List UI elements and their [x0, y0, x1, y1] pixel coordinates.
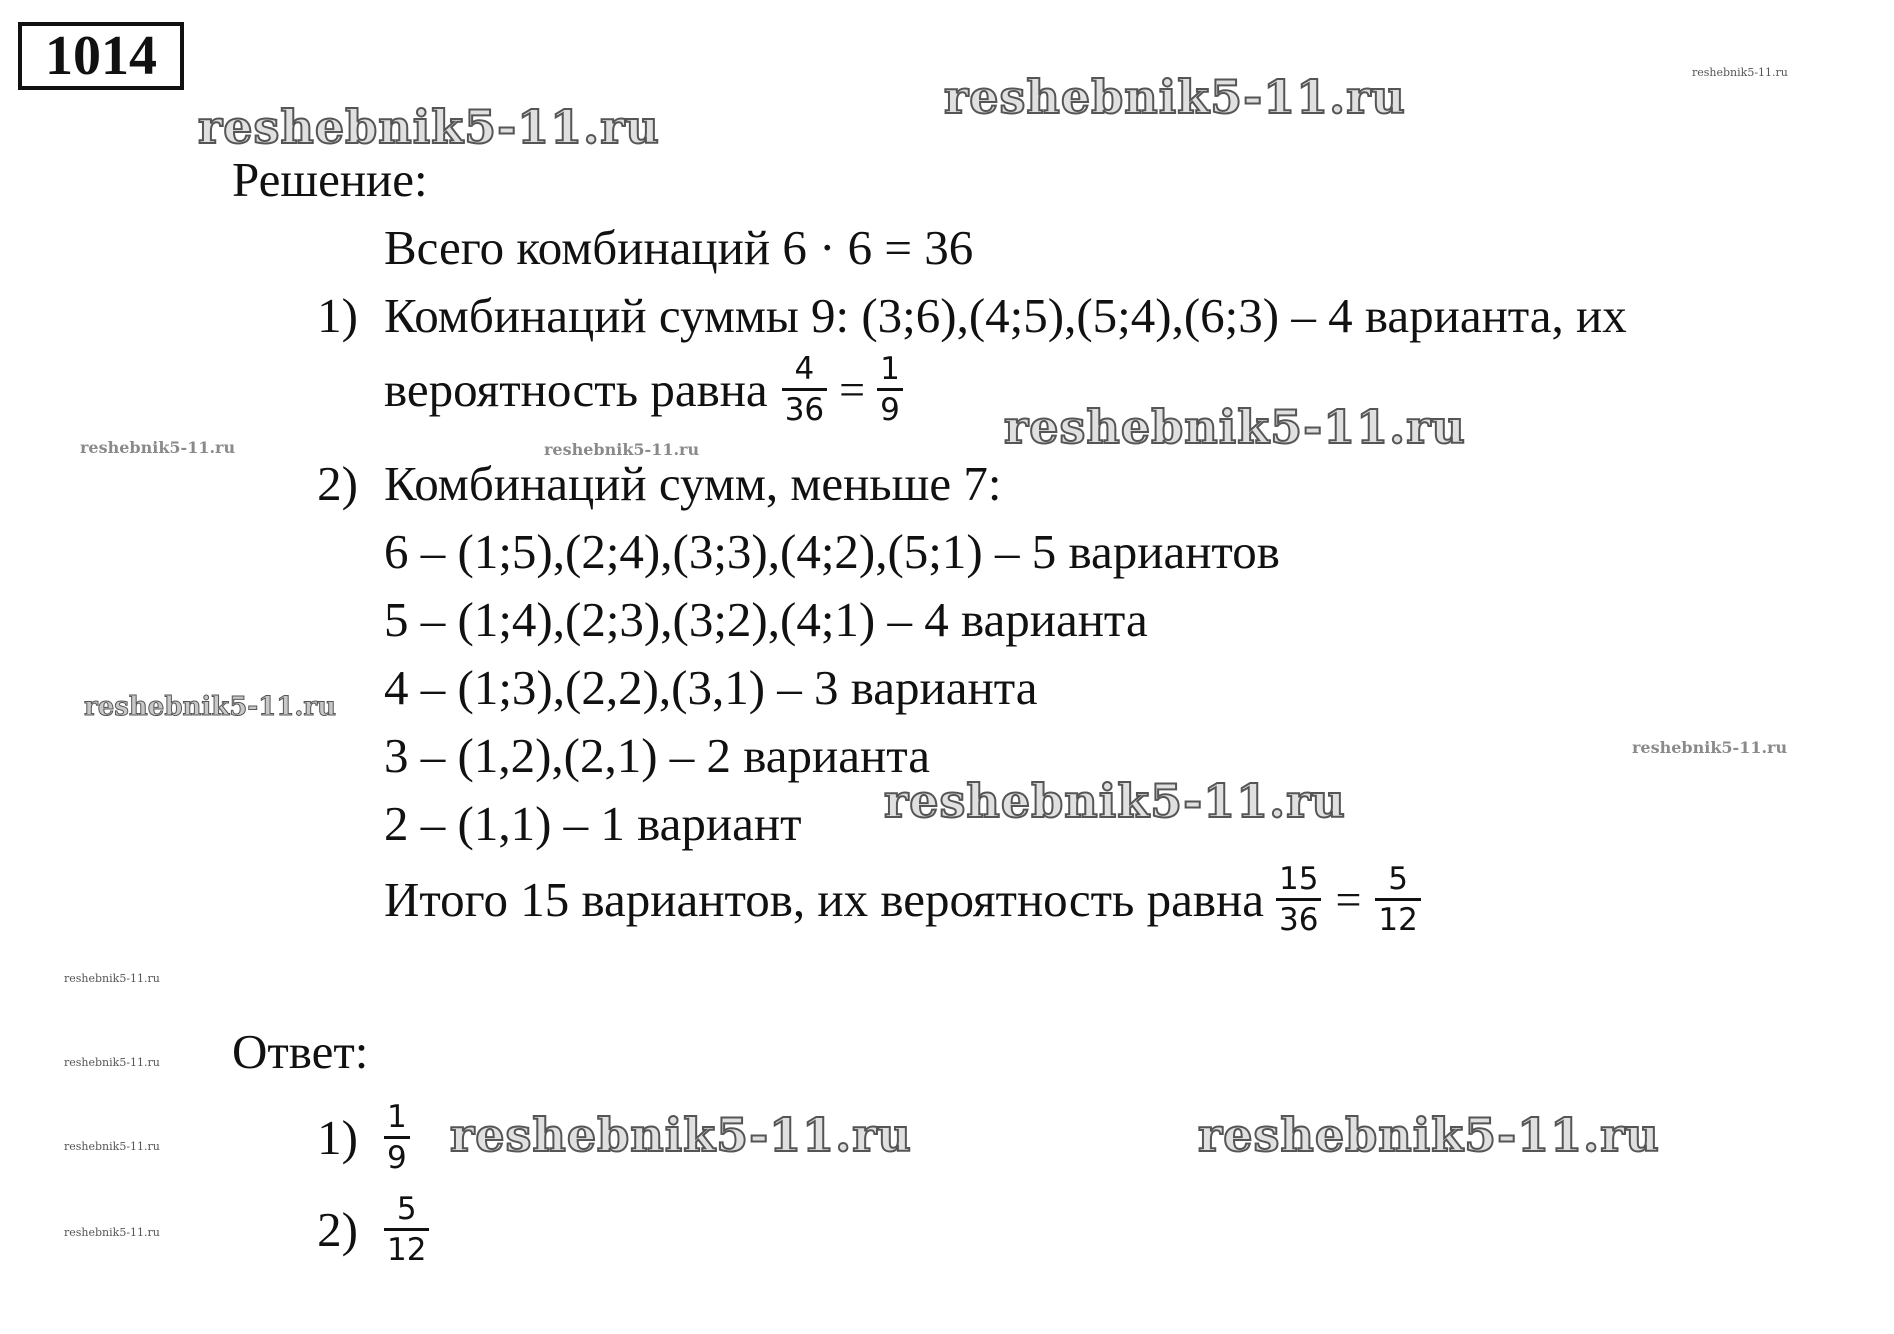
watermark: reshebnik5-11.ru	[944, 70, 1406, 124]
solution-heading: Решение:	[232, 152, 428, 207]
part2-index: 2)	[317, 456, 358, 511]
watermark: reshebnik5-11.ru	[450, 1108, 912, 1162]
equals-sign: =	[839, 363, 866, 415]
part1-probability-line	[384, 352, 907, 427]
fraction-denominator: 9	[877, 388, 903, 427]
watermark: reshebnik5-11.ru	[1632, 738, 1788, 757]
fraction-denominator: 9	[384, 1136, 410, 1175]
problem-number: 1014	[18, 22, 184, 90]
part1-line1: Комбинаций суммы 9: (3;6),(4;5),(5;4),(6;3) – 4 варианта, их	[384, 288, 1627, 343]
part2-row-sum6: 6 – (1;5),(2;4),(3;3),(4;2),(5;1) – 5 вариантов	[384, 524, 1280, 579]
part2-total-line	[384, 862, 1425, 937]
watermark: reshebnik5-11.ru	[64, 1140, 160, 1153]
part2-fraction-b	[1375, 862, 1420, 937]
watermark: reshebnik5-11.ru	[1198, 1108, 1660, 1162]
fraction-numerator: 5	[396, 1191, 417, 1227]
fraction-numerator: 15	[1279, 861, 1319, 897]
equals-sign: =	[1335, 873, 1362, 925]
part2-total-text: Итого 15 вариантов, их вероятность равна	[384, 871, 1265, 927]
answer-index: 1)	[317, 1109, 358, 1165]
part2-line1: Комбинаций сумм, меньше 7:	[384, 456, 1002, 511]
watermark: reshebnik5-11.ru	[64, 1226, 160, 1239]
part2-row-sum2: 2 – (1,1) – 1 вариант	[384, 796, 802, 851]
watermark: reshebnik5-11.ru	[1692, 66, 1788, 79]
answer-fraction	[384, 1192, 429, 1267]
watermark: reshebnik5-11.ru	[84, 692, 337, 722]
fraction-numerator: 5	[1388, 861, 1409, 897]
fraction-numerator: 4	[794, 351, 815, 387]
part1-probability-text: вероятность равна	[384, 361, 768, 417]
fraction-denominator: 36	[782, 388, 827, 427]
fraction-denominator: 12	[384, 1228, 429, 1267]
part2-fraction-a	[1276, 862, 1321, 937]
watermark: reshebnik5-11.ru	[64, 1056, 160, 1069]
part1-fraction-a	[782, 352, 827, 427]
watermark: reshebnik5-11.ru	[80, 438, 236, 457]
answer-fraction	[384, 1100, 410, 1175]
part1-index: 1)	[317, 288, 358, 343]
watermark: reshebnik5-11.ru	[544, 440, 700, 459]
fraction-denominator: 12	[1375, 898, 1420, 937]
total-combinations-line: Всего комбинаций 6 · 6 = 36	[384, 220, 974, 275]
answer-item-1	[298, 1100, 414, 1175]
part1-fraction-b	[877, 352, 903, 427]
part2-row-sum4: 4 – (1;3),(2,2),(3,1) – 3 варианта	[384, 660, 1038, 715]
watermark: reshebnik5-11.ru	[64, 972, 160, 985]
answer-heading: Ответ:	[232, 1024, 369, 1079]
watermark: reshebnik5-11.ru	[1004, 400, 1466, 454]
answer-item-2	[298, 1192, 433, 1267]
part2-row-sum5: 5 – (1;4),(2;3),(3;2),(4;1) – 4 варианта	[384, 592, 1148, 647]
fraction-numerator: 1	[880, 351, 900, 387]
watermark: reshebnik5-11.ru	[198, 100, 660, 154]
watermark: reshebnik5-11.ru	[884, 774, 1346, 828]
fraction-numerator: 1	[387, 1099, 407, 1135]
part2-row-sum3: 3 – (1,2),(2,1) – 2 варианта	[384, 728, 930, 783]
answer-index: 2)	[317, 1201, 358, 1257]
fraction-denominator: 36	[1276, 898, 1321, 937]
